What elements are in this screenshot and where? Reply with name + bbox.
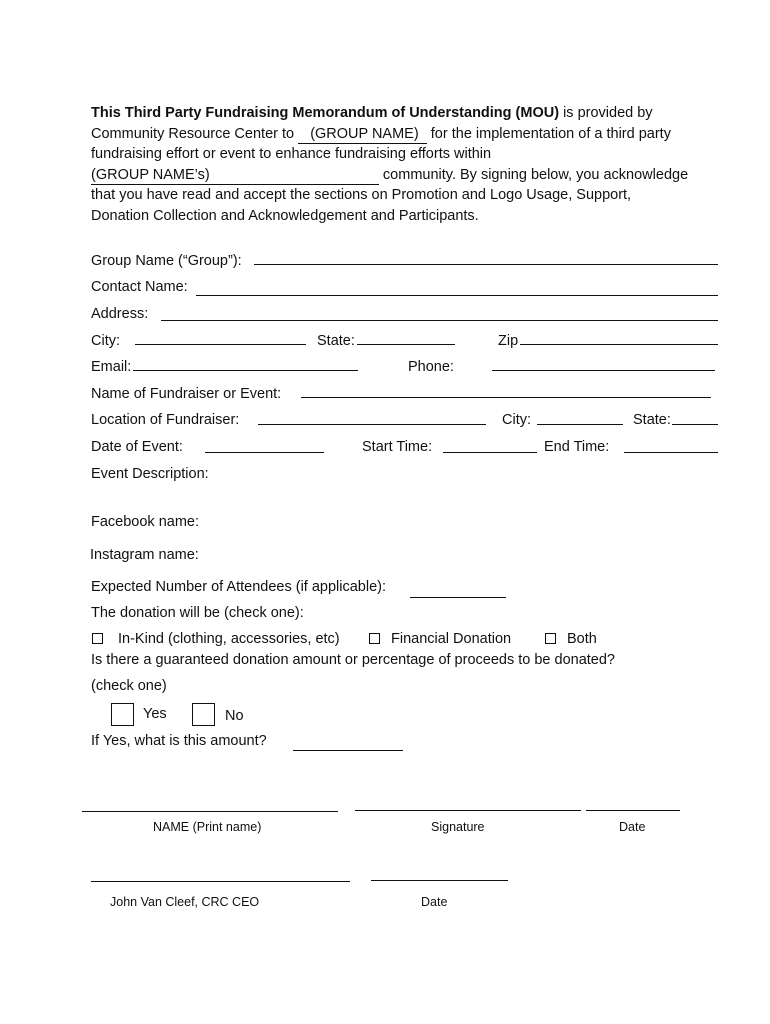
guaranteed-question: Is there a guaranteed donation amount or percentage of proceeds to be donated?	[91, 652, 615, 668]
contact-name-field[interactable]	[196, 295, 718, 296]
date-of-event-field[interactable]	[205, 452, 324, 453]
date-label-1: Date	[619, 820, 646, 834]
address-label: Address:	[91, 306, 149, 322]
check-one-label: (check one)	[91, 678, 167, 694]
phone-field[interactable]	[492, 370, 715, 371]
fundraiser-name-field[interactable]	[301, 397, 711, 398]
attendees-label: Expected Number of Attendees (if applicable):	[91, 579, 386, 595]
phone-label: Phone:	[408, 359, 454, 375]
amount-field[interactable]	[293, 750, 403, 751]
both-label: Both	[567, 631, 597, 647]
group-name-blank-1[interactable]: (GROUP NAME)	[298, 125, 427, 142]
state-field[interactable]	[357, 344, 455, 345]
intro-text-2: for the implementation of a third party fundraising effort or event to enhance fundraising efforts within	[91, 125, 671, 163]
location-field[interactable]	[258, 424, 486, 425]
city-label: City:	[91, 333, 120, 349]
intro-paragraph	[91, 103, 691, 227]
city-field[interactable]	[135, 344, 306, 345]
signature-line[interactable]	[355, 810, 581, 811]
attendees-field[interactable]	[410, 597, 506, 598]
ceo-signature-line[interactable]	[91, 881, 350, 882]
contact-name-label: Contact Name:	[91, 279, 188, 295]
group-name-label: Group Name (“Group”):	[91, 253, 242, 269]
start-time-field[interactable]	[443, 452, 537, 453]
no-checkbox[interactable]	[192, 703, 215, 726]
signature-label: Signature	[431, 820, 485, 834]
location-city-label: City:	[502, 412, 531, 428]
instagram-label: Instagram name:	[90, 547, 199, 563]
name-print-line[interactable]	[82, 811, 338, 812]
end-time-field[interactable]	[624, 452, 718, 453]
end-time-label: End Time:	[544, 439, 610, 455]
date-of-event-label: Date of Event:	[91, 439, 183, 455]
fundraiser-name-label: Name of Fundraiser or Event:	[91, 386, 282, 402]
yes-checkbox[interactable]	[111, 703, 134, 726]
facebook-label: Facebook name:	[91, 514, 200, 530]
group-name-blank-2[interactable]: (GROUP NAME’s)	[91, 166, 379, 183]
location-label: Location of Fundraiser:	[91, 412, 240, 428]
date-label-2: Date	[421, 895, 448, 909]
ceo-label: John Van Cleef, CRC CEO	[110, 895, 260, 909]
group-name-field[interactable]	[254, 264, 718, 265]
date-line-2[interactable]	[371, 880, 508, 881]
event-description-label: Event Description:	[91, 466, 209, 482]
location-state-field[interactable]	[672, 424, 718, 425]
document-title: This Third Party Fundraising Memorandum of Understanding (MOU)	[91, 105, 560, 121]
intro-text-1: is provided by Community Resource Center to	[91, 105, 653, 142]
state-label: State:	[317, 333, 355, 349]
name-print-label: NAME (Print name)	[153, 820, 262, 834]
date-line-1[interactable]	[586, 810, 680, 811]
amount-question: If Yes, what is this amount?	[91, 733, 267, 749]
inkind-checkbox[interactable]	[92, 633, 103, 644]
no-label: No	[225, 708, 244, 724]
inkind-label: In-Kind (clothing, accessories, etc)	[118, 631, 340, 647]
donation-question: The donation will be (check one):	[91, 605, 304, 621]
start-time-label: Start Time:	[362, 439, 433, 455]
zip-field[interactable]	[520, 344, 718, 345]
financial-label: Financial Donation	[391, 631, 512, 647]
email-label: Email:	[91, 359, 132, 375]
both-checkbox[interactable]	[545, 633, 556, 644]
email-field[interactable]	[133, 370, 358, 371]
intro-text-3: community. By signing below, you acknowledge that you have read and accept the sections on Promotion and Logo Usage, Support, Donation Collection and Acknowledgement and Participants.	[91, 166, 689, 224]
financial-checkbox[interactable]	[369, 633, 380, 644]
zip-label: Zip	[498, 333, 519, 349]
location-city-field[interactable]	[537, 424, 623, 425]
yes-label: Yes	[143, 706, 167, 722]
location-state-label: State:	[633, 412, 671, 428]
address-field[interactable]	[161, 320, 718, 321]
